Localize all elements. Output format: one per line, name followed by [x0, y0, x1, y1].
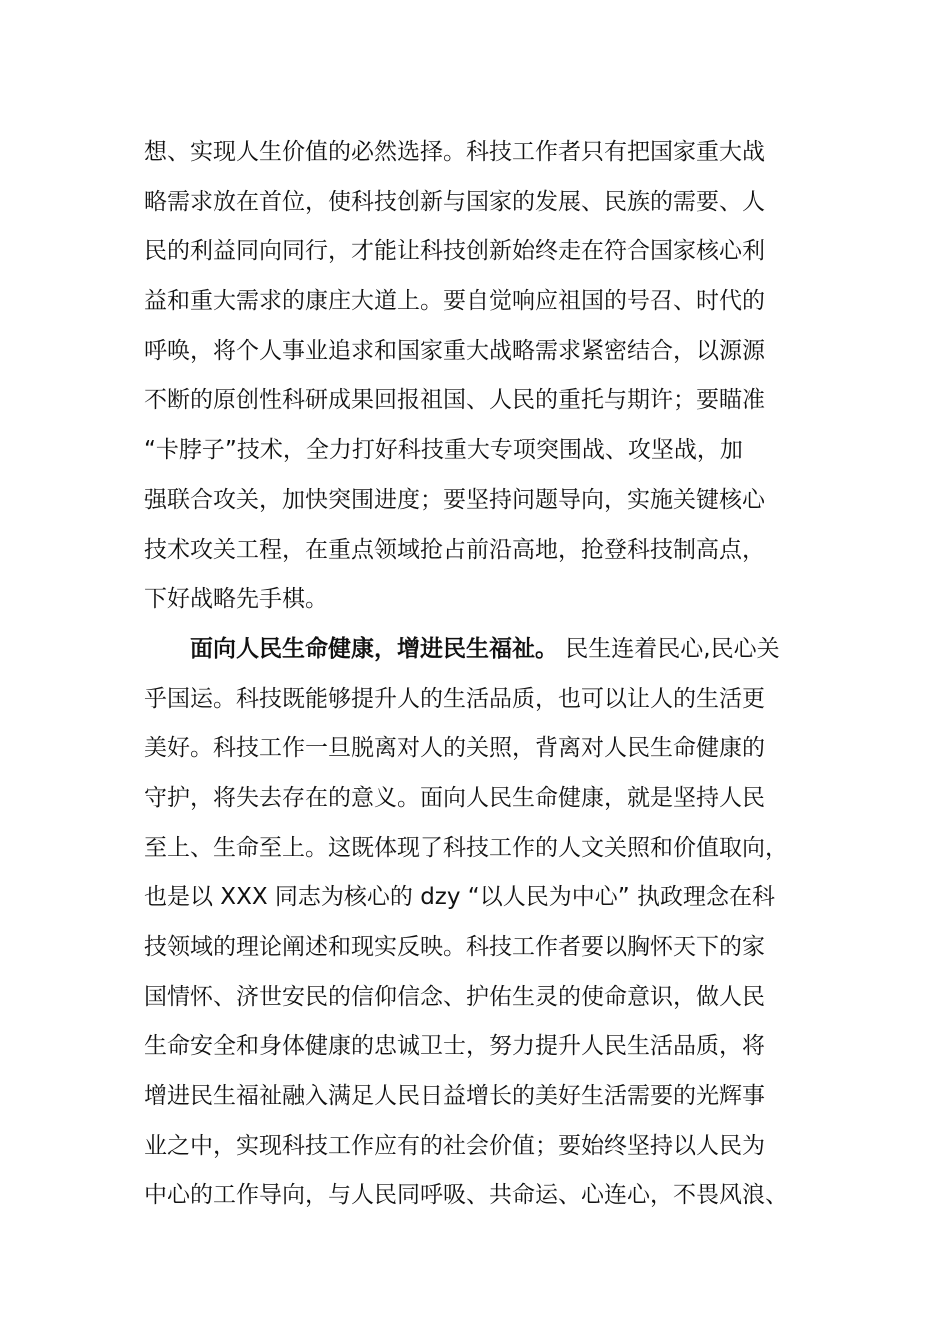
- text-line: 中心的工作导向，与人民同呼吸、共命运、心连心，不畏风浪、: [144, 1182, 788, 1209]
- text-line: 呼唤，将个人事业追求和国家重大战略需求紧密结合，以源源: [144, 337, 765, 364]
- text-line: 也是以 XXX 同志为核心的 dzy “以人民为中心” 执政理念在科: [144, 884, 775, 911]
- text-line: 业之中，实现科技工作应有的社会价值；要始终坚持以人民为: [144, 1132, 765, 1159]
- text-line: 民的利益同向同行，才能让科技创新始终走在符合国家核心利: [144, 238, 765, 265]
- text-line: 国情怀、济世安民的信仰信念、护佑生灵的使命意识，做人民: [144, 983, 765, 1010]
- text-line: 守护，将失去存在的意义。面向人民生命健康，就是坚持人民: [144, 784, 765, 811]
- text-line: 生命安全和身体健康的忠诚卫士，努力提升人民生活品质，将: [144, 1033, 765, 1060]
- text-line: 下好战略先手棋。: [144, 586, 328, 613]
- text-line: “卡脖子”技术，全力打好科技重大专项突围战、攻坚战，加: [144, 437, 743, 464]
- text-line: 技领域的理论阐述和现实反映。科技工作者要以胸怀天下的家: [144, 934, 765, 960]
- text-line: 不断的原创性科研成果回报祖国、人民的重托与期许；要瞄准: [144, 387, 765, 414]
- text-line: 美好。科技工作一旦脱离对人的关照，背离对人民生命健康的: [144, 735, 765, 762]
- text-line: 技术攻关工程，在重点领域抢占前沿高地，抢登科技制高点，: [144, 536, 765, 563]
- document-body: [144, 128, 824, 1221]
- text-line: 强联合攻关，加快突围进度；要坚持问题导向，实施关键核心: [144, 486, 765, 513]
- text-line: 想、实现人生价值的必然选择。科技工作者只有把国家重大战: [144, 139, 765, 165]
- text-line: 至上、生命至上。这既体现了科技工作的人文关照和价值取向，: [144, 834, 788, 861]
- section-first-line-text: 民生连着民心,民心关: [558, 635, 780, 662]
- text-line: 增进民生福祉融入满足人民日益增长的美好生活需要的光辉事: [144, 1083, 765, 1110]
- text-line: 略需求放在首位，使科技创新与国家的发展、民族的需要、人: [144, 188, 765, 215]
- section-first-line: [144, 625, 824, 675]
- text-line: 乎国运。科技既能够提升人的生活品质，也可以让人的生活更: [144, 685, 765, 712]
- text-line: 益和重大需求的康庄大道上。要自觉响应祖国的号召、时代的: [144, 288, 765, 315]
- section-heading: 面向人民生命健康，增进民生福祉。: [190, 635, 558, 662]
